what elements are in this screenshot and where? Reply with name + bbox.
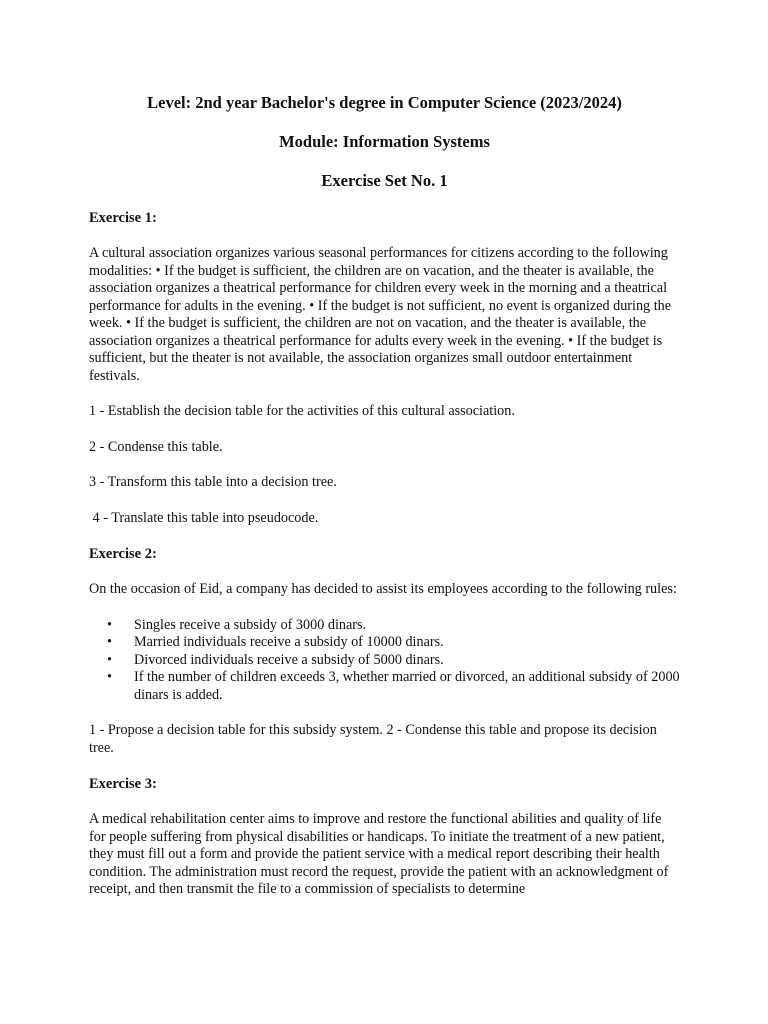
exercise-2-title: Exercise 2: xyxy=(89,546,157,562)
rule-text: Married individuals receive a subsidy of 10000 dinars. xyxy=(134,634,444,650)
bullet-icon: • xyxy=(107,634,112,650)
exercise-3-title: Exercise 3: xyxy=(89,776,157,792)
rule-text: If the number of children exceeds 3, whether married or divorced, an additional subsidy of 2000 dinars is added. xyxy=(134,669,680,703)
list-item xyxy=(107,669,680,704)
exercise-1-question-1: 1 - Establish the decision table for the activities of this cultural association. xyxy=(89,403,515,419)
exercise-2-intro: On the occasion of Eid, a company has decided to assist its employees according to the following rules: xyxy=(89,581,677,597)
list-item xyxy=(107,616,680,635)
bullet-icon: • xyxy=(107,616,112,633)
rule-text: Divorced individuals receive a subsidy of 5000 dinars. xyxy=(134,651,444,668)
exercise-1-question-2: 2 - Condense this table. xyxy=(89,438,223,455)
exercise-1-question-4: 4 - Translate this table into pseudocode. xyxy=(89,509,319,526)
rule-text: Singles receive a subsidy of 3000 dinars. xyxy=(134,616,367,633)
bullet-icon: • xyxy=(107,669,112,685)
list-item xyxy=(107,651,680,670)
exercise-2-rules-list xyxy=(89,617,680,705)
course-level-heading: Level: 2nd year Bachelor's degree in Computer Science (2023/2024) xyxy=(147,93,622,112)
list-item xyxy=(107,634,680,652)
exercise-set-heading: Exercise Set No. 1 xyxy=(321,171,448,190)
exercise-2-questions: 1 - Propose a decision table for this subsidy system. 2 - Condense this table and propose its decision tree. xyxy=(89,722,657,756)
exercise-1-question-3: 3 - Transform this table into a decision tree. xyxy=(89,474,337,490)
exercise-1-title: Exercise 1: xyxy=(89,210,157,226)
bullet-icon: • xyxy=(107,651,112,668)
exercise-1-description: A cultural association organizes various seasonal performances for citizens according to the following modalities: • If the budget is sufficient, the children are on vacation, and the theater is available, the association organizes a theatrical performance for children every week in the morning and a theatrical performance for adults in the evening. • If the budget is not sufficient, no event is organized during the week. • If the budget is sufficient, the children are not on vacation, and the theater is available, the association organizes a theatrical performance for adults every week in the evening. • If the budget is sufficient, but the theater is not available, the association organizes small outdoor entertainment festivals. xyxy=(89,245,672,384)
exercise-3-description: A medical rehabilitation center aims to improve and restore the functional abilities and quality of life for people suffering from physical disabilities or handicaps. To initiate the treatment of a new patient, they must fill out a form and provide the patient service with a medical report describing their health condition. The administration must record the request, provide the patient with an acknowledgment of receipt, and then transmit the file to a commission of specialists to determine xyxy=(89,811,669,897)
module-heading: Module: Information Systems xyxy=(279,132,490,151)
